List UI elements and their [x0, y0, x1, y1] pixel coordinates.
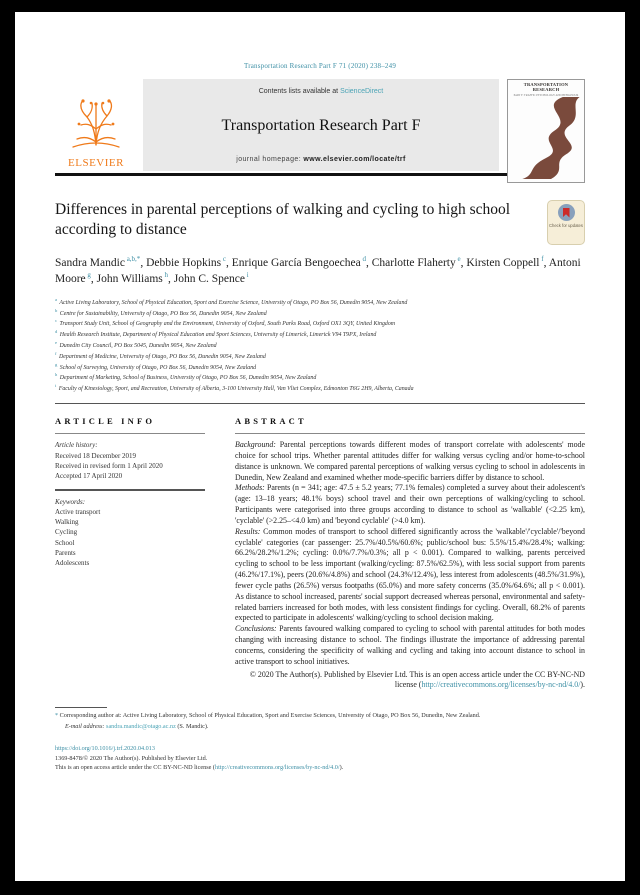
journal-title: Transportation Research Part F: [221, 116, 421, 134]
author-name: Debbie Hopkins $^c$: [146, 255, 226, 269]
license-pre: This is an open access article under the CC BY-NC-ND license (: [55, 764, 215, 772]
check-for-updates-badge[interactable]: [547, 200, 585, 245]
history-label: Article history:: [55, 441, 98, 450]
author-list: Sandra Mandic $^{a,b,*}$, Debbie Hopkins $^c$, Enrique García Bengoechea $^d$, Charlotte Flaherty $^e$, Kirsten Coppell $^f$, Antoni Moore $^g$, John Williams $^h$, John C. Spence $^i$: [55, 255, 581, 286]
imprint-block: [55, 744, 585, 772]
footnote-text: Corresponding author at: Active Living Laboratory, School of Physical Education, Sport and Exercise Sciences, University of Otago, PO Box 56, Dunedin, New Zealand.: [59, 712, 481, 720]
author-name: John C. Spence $^i$: [173, 271, 249, 286]
info-line: Active transport: [55, 508, 101, 517]
homepage-label: journal homepage:: [236, 156, 304, 163]
corresponding-author-footnote: [55, 711, 585, 720]
abstract-paragraph: Background: Parental perceptions towards different modes of transport correlate with adolescents' mode choice for school trips. Whether parental attitudes differ for walking versus cycling and/or home-to-school distance is unknown. We compared parental perceptions of walking versus cycling to school in adolescents in Dunedin, New Zealand and examined whether mode-specific barriers differ by distance to school.: [235, 440, 586, 482]
contents-prefix: Contents lists available at: [258, 88, 341, 95]
journal-banner: [143, 79, 499, 171]
author-name: John Williams $^h$: [96, 271, 169, 286]
email-label: E-mail address:: [65, 723, 107, 731]
check-badge-label: Check for updates: [549, 223, 583, 228]
email-link[interactable]: sandra.mandic@otago.ac.nz: [106, 723, 176, 731]
article-info-heading: ARTICLE INFO: [55, 416, 156, 427]
contents-line: [149, 88, 493, 95]
copyright-close: ).: [580, 680, 585, 690]
info-line: Walking: [55, 518, 79, 527]
journal-header-banner: [55, 79, 585, 171]
keywords-list: [55, 507, 205, 568]
abstract-paragraph: Conclusions: Parents favoured walking compared to cycling to school with parental attitudes for both modes changing with increasing distance to school. The findings illustrate the importance of addressing parental concerns, considering the specificity of walking and cycling and taking into account distance to school in active transport to school initiatives.: [235, 624, 585, 666]
article-title: Differences in parental perceptions of walking and cycling to high school according to distance: [55, 201, 511, 239]
author-name: Enrique García Bengoechea $^d$: [231, 255, 366, 269]
abstract-column: [235, 416, 585, 691]
author-name: Sandra Mandic $^{a,b,*}$: [55, 255, 141, 269]
affiliation-line: $^g$ School of Surveying, University of Otago, PO Box 56, Dunedin 9054, New Zealand: [55, 361, 257, 371]
abstract-heading: ABSTRACT: [235, 416, 307, 427]
affiliation-line: $^e$ Dunedin City Council, PO Box 5045, Dunedin 9054, New Zealand: [55, 340, 217, 349]
affiliation-line: $^a$ Active Living Laboratory, School of Physical Education, Sport and Exercise Science, University of Otago, PO Box 56, Dunedin 9054, New Zealand: [55, 296, 408, 306]
homepage-url-link[interactable]: www.elsevier.com/locate/trf: [303, 156, 406, 163]
footnote-marker: *: [55, 712, 59, 720]
info-line: Received 18 December 2019: [55, 451, 137, 460]
cc-license-link[interactable]: http://creativecommons.org/licenses/by-nc-nd/4.0/: [421, 680, 581, 690]
info-line: Parents: [55, 548, 76, 557]
doi-link[interactable]: https://doi.org/10.1016/j.trf.2020.04.013: [55, 745, 155, 753]
bookmark-icon: [558, 204, 575, 221]
author-name: Charlotte Flaherty $^e$: [371, 255, 461, 269]
affiliation-line: $^h$ Department of Marketing, School of Business, University of Otago, PO Box 56, Dunedin 9054, New Zealand: [55, 372, 317, 382]
title-block-divider: [55, 403, 585, 404]
article-info-rule: [55, 433, 205, 434]
footnote-divider: [55, 707, 107, 708]
cover-road-art: [510, 97, 582, 179]
info-line: Received in revised form 1 April 2020: [55, 461, 163, 470]
affiliation-line: $^c$ Transport Study Unit, School of Geography and the Environment, University of Oxford, South Parks Road, Oxford OX1 3QY, United Kingdom: [55, 318, 396, 328]
email-suffix: (S. Mandic).: [175, 723, 209, 731]
abstract-body: [235, 440, 585, 667]
issn-line: 1369-8478/© 2020 The Author(s). Published by Elsevier Ltd.: [55, 754, 208, 762]
elsevier-tree-icon: [67, 95, 125, 157]
affiliation-line: $^i$ Faculty of Kinesiology, Sport, and Recreation, University of Alberta, 3-100 University Hall, Van Vliet Complex, Edmonton T6G 2H9, Alberta, Canada: [55, 383, 414, 393]
author-name: Kirsten Coppell $^f$: [466, 255, 544, 269]
affiliation-line: $^b$ Centre for Sustainability, University of Otago, PO Box 56, Dunedin 9054, New Zealand: [55, 307, 267, 317]
sciencedirect-link[interactable]: ScienceDirect: [340, 88, 384, 95]
journal-page: [15, 12, 625, 881]
running-head: Transportation Research Part F 71 (2020) 238–249: [243, 62, 397, 70]
copyright-text: © 2020 The Author(s). Published by Elsevier Ltd. This is an open access article under the CC BY-NC-ND license (: [249, 669, 585, 690]
abstract-rule: [235, 433, 585, 434]
abstract-paragraph: Results: Common modes of transport to school differed significantly across the 'walkable'/'cyclable'/'beyond cyclable' categories (car passenger: 25.7%/40.5%/60.6%; public/school bus: 5.5%/15.4%/28.4%; walking: 66.2%/28.2%/1.2%; cycling: 0.0%/7.7%/0.3%; all p < 0.001). Compared to walking, parents perceived cycling to school to be less important (walking/cycling: 87.5%/62.5%), with less social support from parents (46.2%/17.1%), peers (20.6%/4.8%) and school (24.3%/12.4%), less interest from adolescents (48.5%/31.9%), fewer cycle paths (26.5%) versus footpaths (65.0%) and more safety concerns (35.0%/64.6%; all p < 0.001). As distance to school increased, parents' social support decreased whereas personal, environmental and safety-related barriers increased for both modes, with less consistent findings for cycling. Overall, 68.2% of parents expected to participate in adolescents' walking/cycling to school decision making.: [235, 526, 585, 623]
info-line: Cycling: [55, 528, 78, 537]
affiliation-list: [55, 297, 585, 394]
info-line: Accepted 17 April 2020: [55, 471, 123, 480]
author-name: Antoni Moore $^g$: [55, 256, 581, 286]
header-divider: [55, 173, 585, 176]
license-post: ).: [339, 764, 344, 772]
affiliation-line: $^f$ Department of Medicine, University of Otago, PO Box 56, Dunedin 9054, New Zealand: [55, 350, 266, 360]
homepage-line: [149, 156, 493, 163]
cover-subtitle: PART F: TRAFFIC PSYCHOLOGY AND BEHAVIOUR: [513, 93, 579, 97]
copyright-line: [235, 670, 585, 692]
journal-cover-thumbnail[interactable]: [507, 79, 585, 183]
keywords-label: Keywords:: [55, 497, 86, 506]
license-link[interactable]: http://creativecommons.org/licenses/by-nc-nd/4.0/: [214, 764, 340, 772]
email-line: [55, 723, 585, 730]
elsevier-wordmark: ELSEVIER: [68, 157, 124, 169]
history-list: [55, 451, 205, 481]
abstract-paragraph: Methods: Parents (n = 341; age: 47.5 ± 5.2 years; 77.1% females) completed a survey about their adolescent's (age: 13–18 years; 48.1% boys) school travel and their own perceptions of walking/cycling to school. Participants were categorised into three groups according to distance to school as 'walkable' (<2.25 km), 'cyclable' (>2.25–<4.0 km) and 'beyond cyclable' (>4.0 km).: [235, 483, 585, 525]
keywords-divider: [55, 489, 205, 491]
cover-title: TRANSPORTATION RESEARCH: [523, 82, 569, 92]
info-line: Adolescents: [55, 558, 90, 567]
affiliation-line: $^d$ Health Research Institute, Department of Physical Education and Sport Sciences, University of Limerick, Limerick V94 T9PX, Ireland: [55, 329, 377, 339]
license-line: [55, 763, 585, 772]
article-info-column: [55, 416, 205, 691]
info-line: School: [55, 538, 75, 547]
elsevier-logo: [55, 79, 137, 171]
